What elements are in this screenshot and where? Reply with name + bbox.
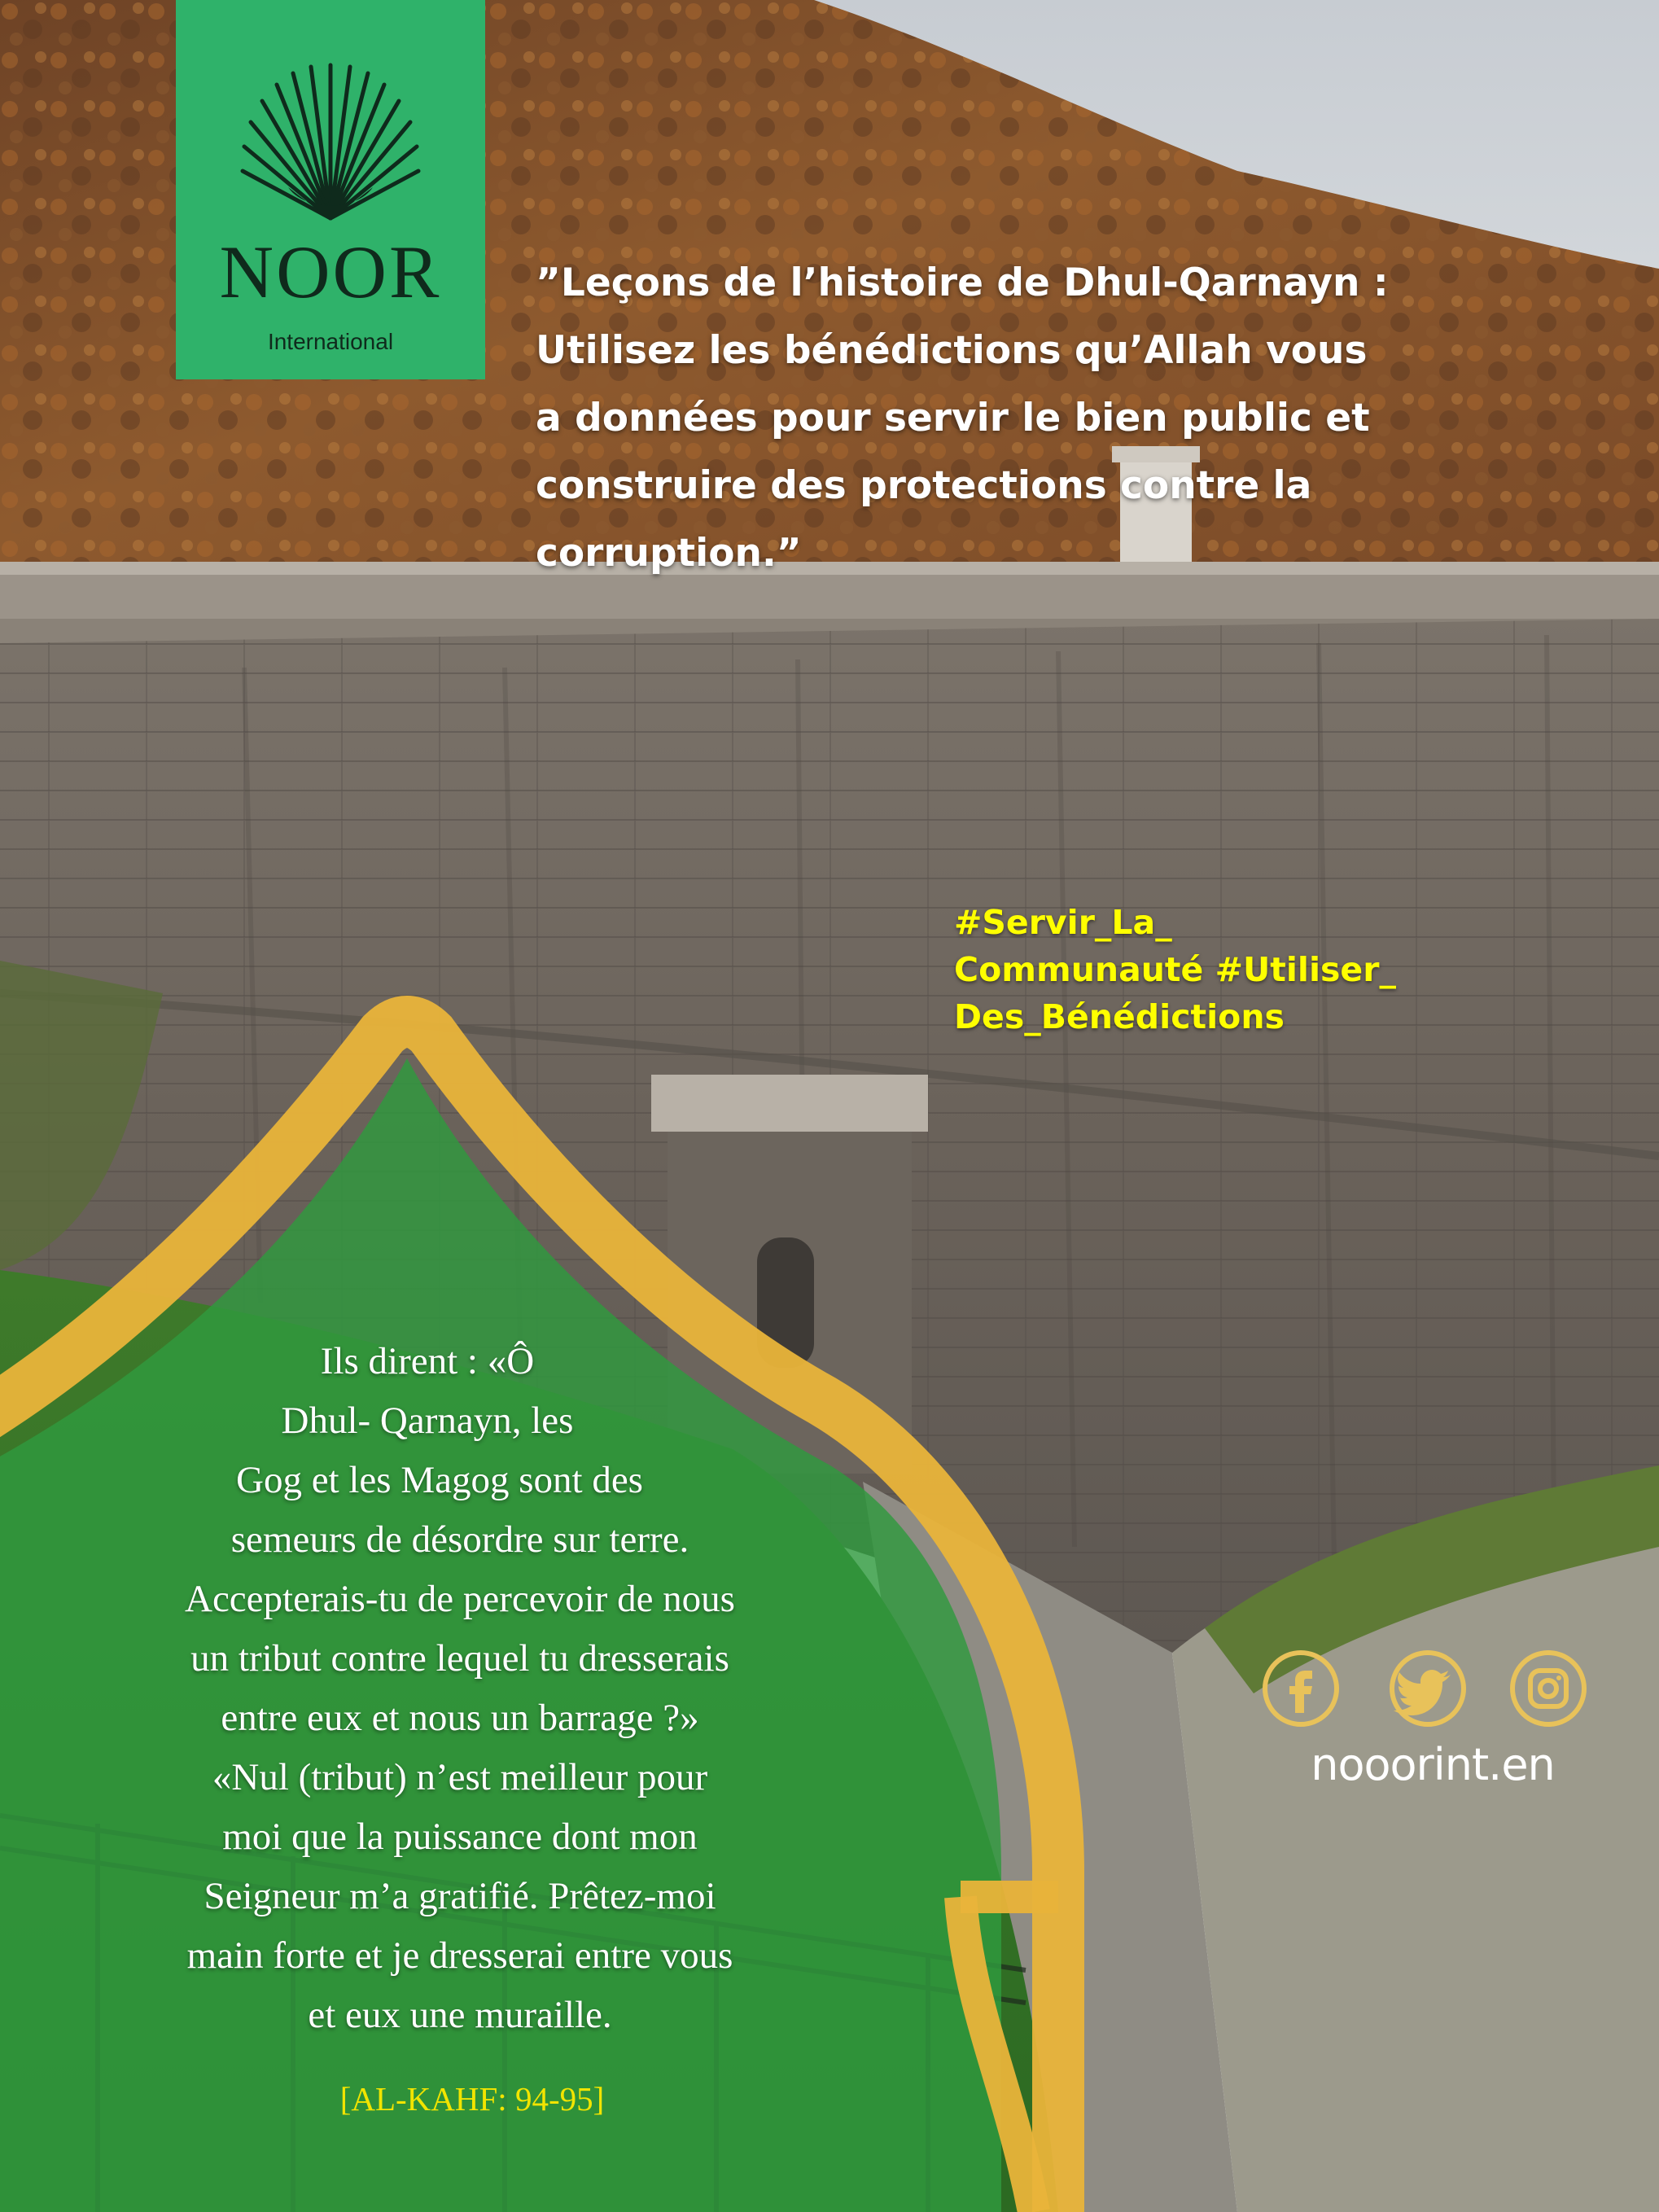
verse-line: Dhul- Qarnayn, les bbox=[281, 1399, 574, 1442]
headline-line: ”Leçons de l’histoire de Dhul-Qarnayn : bbox=[536, 261, 1389, 305]
twitter-icon[interactable] bbox=[1387, 1648, 1469, 1729]
verse-line: Seigneur m’a gratifié. Prêtez-moi bbox=[204, 1875, 716, 1917]
verse-line: moi que la puissance dont mon bbox=[222, 1816, 698, 1858]
verse-reference: [AL-KAHF: 94-95] bbox=[339, 2080, 605, 2118]
headline-line: Utilisez les bénédictions qu’Allah vous bbox=[536, 328, 1368, 373]
verse-line: main forte et je dresserai entre vous bbox=[186, 1934, 733, 1977]
headline-line: corruption.” bbox=[536, 531, 802, 576]
brand-subtitle: International bbox=[267, 329, 394, 354]
verse-line: semeurs de désordre sur terre. bbox=[230, 1518, 689, 1561]
verse-line: Accepterais-tu de percevoir de nous bbox=[185, 1578, 735, 1620]
headline-line: a données pour servir le bien public et bbox=[536, 396, 1370, 440]
headline-line: construire des protections contre la bbox=[536, 463, 1312, 508]
hashtags bbox=[954, 899, 1459, 1040]
palm-leaf-logo-icon bbox=[239, 57, 422, 224]
social-handle[interactable]: nooorint.en bbox=[1311, 1739, 1555, 1790]
verse-quote bbox=[33, 1332, 887, 2045]
logo-box bbox=[176, 0, 485, 379]
headline-quote bbox=[536, 249, 1455, 587]
verse-line: entre eux et nous un barrage ?» bbox=[221, 1697, 699, 1739]
verse-line: Gog et les Magog sont des bbox=[236, 1459, 643, 1501]
verse-line: et eux une muraille. bbox=[308, 1994, 612, 2036]
instagram-icon[interactable] bbox=[1508, 1648, 1589, 1729]
hashtag-line: #Servir_La_ bbox=[954, 903, 1172, 942]
facebook-icon[interactable] bbox=[1260, 1648, 1342, 1729]
verse-line: Ils dirent : «Ô bbox=[320, 1340, 535, 1382]
verse-line: «Nul (tribut) n’est meilleur pour bbox=[212, 1756, 708, 1798]
brand-name: NOOR bbox=[219, 230, 442, 313]
hashtag-line: Des_Bénédictions bbox=[954, 997, 1285, 1036]
verse-line: un tribut contre lequel tu dresserais bbox=[190, 1637, 729, 1680]
hashtag-line: Communauté #Utiliser_ bbox=[954, 950, 1396, 989]
